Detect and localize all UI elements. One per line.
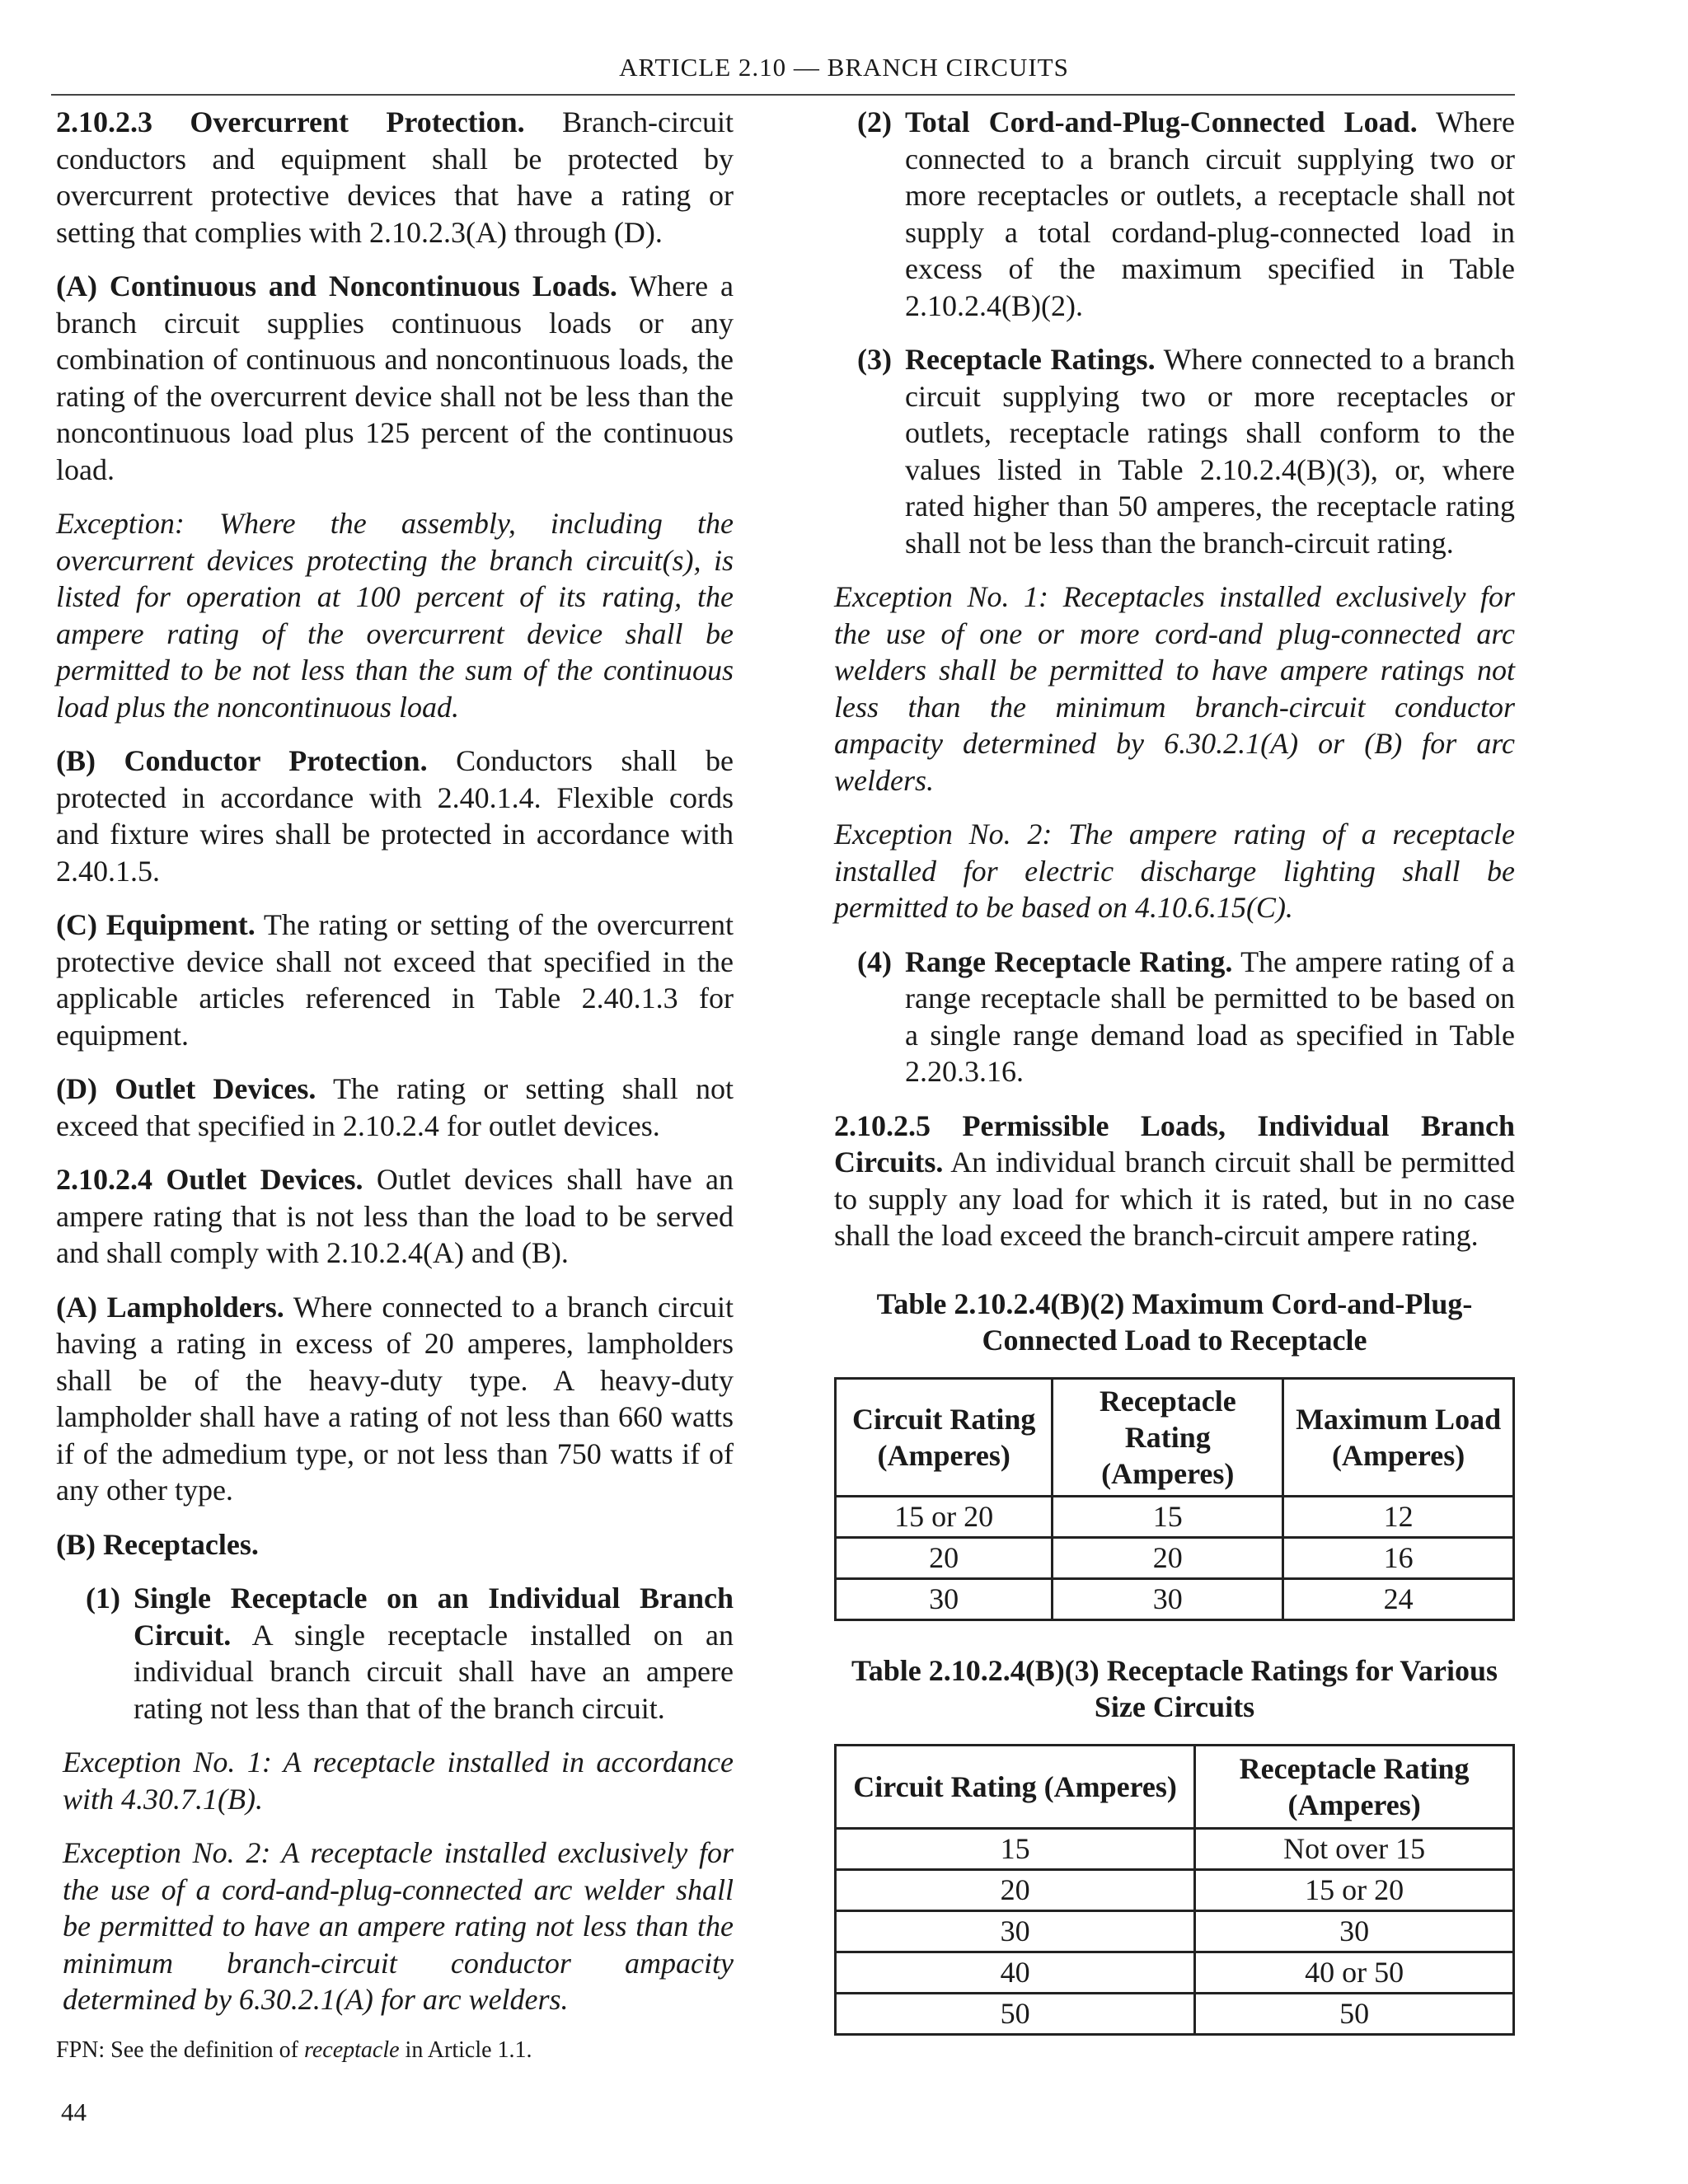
table-row [836,1496,1514,1537]
section-2-10-2-5 [834,1108,1515,1254]
table-cell: 40 or 50 [1195,1952,1514,1993]
table-cell: 30 [1053,1578,1283,1619]
exception-2: Exception No. 2: A receptacle installed exclusively for the use of a cord-and-plug-connected arc welder shall be permitted to have an ampere rating not less than the minimum branch-circuit conductor ampacity determined by 6.30.2.1(A) for arc welders. [63,1836,734,2016]
subsection-b [56,743,734,889]
running-header: ARTICLE 2.10 — BRANCH CIRCUITS [619,53,1069,82]
table-cell: 15 [1053,1496,1283,1537]
table-max-cord-load [834,1377,1515,1621]
table-cell: 15 or 20 [1195,1869,1514,1910]
list-item-number: (3) [857,343,892,376]
subsection-text: Where a branch circuit supplies continuous loads or any combination of continuous and noncontinuous loads, the rating of the overcurrent device shall not be less than the noncontinuous load plus 125 percent of the continuous load. [56,269,734,486]
table-cell: 24 [1283,1578,1514,1619]
list-item-text: Where connected to a branch circuit supplying two or more receptacles or outlets, receptacle ratings shall conform to the values listed in Table 2.10.2.4(B)(3), or, where rated higher than 50 amperes, the receptacle rating shall not be less than the branch-circuit rating. [904,343,1516,560]
table-receptacle-ratings [834,1744,1515,2036]
fpn-text: FPN: See the definition of [56,2036,304,2063]
section-text: Branch-circuit conductors and equipment shall be protected by overcurrent protective devices that have a rating or setting that complies with 2.10.2.3(A) through (D). [56,105,734,249]
subsection-d [56,1071,734,1144]
table-cell: 16 [1283,1537,1514,1578]
table-cell: 12 [1283,1496,1514,1537]
list-item-text: The ampere rating of a range receptacle shall be permitted to be based on a single range demand load as specified in Table 2.20.3.16. [904,944,1515,1088]
table-cell: 30 [836,1910,1195,1952]
list-item-text: Where connected to a branch circuit supplying two or more receptacles or outlets, a receptacle shall not supply a total cordand-plug-connected load in excess of the maximum specified in Table 2.10.2.4(B)(2). [904,105,1515,322]
subsection-heading: (B) Receptacles. [56,1527,259,1561]
table-cell: 50 [1195,1993,1514,2034]
column-header: Circuit Rating (Amperes) [836,1745,1195,1828]
list-item-4 [834,944,1515,1090]
list-item-body [120,1580,734,1727]
fine-print-note [56,2036,734,2065]
list-item-3 [834,341,1515,561]
subsection-lampholders [56,1289,734,1509]
list-item-number: (4) [857,944,892,978]
table-cell: 15 [836,1828,1195,1869]
table-2-caption: Table 2.10.2.4(B)(3) Receptacle Ratings for Various Size Circuits [851,1653,1498,1723]
table-row [836,1952,1514,1993]
section-heading: 2.10.2.4 Outlet Devices. [56,1163,363,1196]
subsection-heading: (B) Conductor Protection. [56,744,428,777]
left-column [56,104,734,2083]
list-item-body [892,341,1515,561]
subsection-heading: (A) Continuous and Noncontinuous Loads. [56,269,617,302]
subsection-receptacles [56,1526,734,1563]
table-cell: 40 [836,1952,1195,1993]
table-row [836,1537,1514,1578]
list-item-number: (2) [857,105,892,138]
list-item-heading: Total Cord-and-Plug-Connected Load. [904,105,1418,138]
table-cell: Not over 15 [1195,1828,1514,1869]
exception-2: Exception No. 2: The ampere rating of a receptacle installed for electric discharge lighting shall be permitted to be based on 4.10.6.15(C). [834,818,1515,924]
list-item-body [892,104,1515,324]
list-item-heading: Range Receptacle Rating. [904,944,1233,978]
list-item-body [892,944,1515,1090]
column-header: Circuit Rating (Amperes) [836,1378,1053,1496]
list-item-heading: Single Receptacle on an Individual Branch Circuit. [133,1582,734,1652]
exception-a: Exception: Where the assembly, including the overcurrent devices protecting the branch circuit(s), is listed for operation at 100 percent of its rating, the ampere rating of the overcurrent device shall be permitted to be not less than the sum of the continuous load plus the noncontinuous load. [56,507,734,724]
table-1-caption: Table 2.10.2.4(B)(2) Maximum Cord-and-Plug-Connected Load to Receptacle [876,1286,1473,1357]
right-column [834,104,1515,2036]
subsection-a [56,268,734,488]
table-cell: 15 or 20 [836,1496,1053,1537]
section-text: Outlet devices shall have an ampere rating that is not less than the load to be served and shall comply with 2.10.2.4(A) and (B). [56,1163,734,1269]
table-header-row [836,1745,1514,1828]
table-row [836,1869,1514,1910]
table-header-row [836,1378,1514,1496]
section-heading: 2.10.2.5 Permissible Loads, Individual Branch Circuits. [834,1108,1515,1179]
subsection-text: Conductors shall be protected in accordance with 2.40.1.4. Flexible cords and fixture wires shall be protected in accordance with 2.40.1.5. [56,744,734,888]
table-row [836,1578,1514,1619]
column-header: Maximum Load (Amperes) [1283,1378,1514,1496]
section-2-10-2-3 [56,104,734,251]
list-item-1 [56,1580,734,1727]
subsection-text: Where connected to a branch circuit having a rating in excess of 20 amperes, lampholders shall be of the heavy-duty type. A heavy-duty lampholder shall have a rating of not less than 660 watts if of the admedium type, or not less than 750 watts if of any other type. [56,1290,734,1507]
subsection-heading: (C) Equipment. [56,908,256,941]
subsection-text: The rating or setting shall not exceed that specified in 2.10.2.4 for outlet devices. [56,1072,734,1142]
subsection-c [56,907,734,1053]
page-number: 44 [61,2097,87,2126]
header-rule [51,94,1515,96]
exception-1: Exception No. 1: A receptacle installed in accordance with 4.30.7.1(B). [63,1746,734,1816]
subsection-heading: (D) Outlet Devices. [56,1072,316,1105]
exception-1: Exception No. 1: Receptacles installed exclusively for the use of one or more cord-and plug-connected arc welders shall be permitted to have ampere ratings not less than the minimum branch-circuit conductor ampacity determined by 6.30.2.1(A) or (B) for arc welders. [834,580,1515,797]
column-header: Receptacle Rating (Amperes) [1053,1378,1283,1496]
table-row [836,1828,1514,1869]
section-2-10-2-4 [56,1161,734,1272]
list-item-2 [834,104,1515,324]
table-cell: 50 [836,1993,1195,2034]
list-item-heading: Receptacle Ratings. [904,343,1156,376]
list-item-number: (1) [86,1582,120,1615]
list-item-text: A single receptacle installed on an individual branch circuit shall have an ampere rating not less than that of the branch circuit. [133,1618,734,1725]
column-header: Receptacle Rating (Amperes) [1195,1745,1514,1828]
table-cell: 20 [836,1869,1195,1910]
table-cell: 20 [836,1537,1053,1578]
fpn-text: in Article 1.1. [399,2036,532,2063]
table-cell: 20 [1053,1537,1283,1578]
subsection-heading: (A) Lampholders. [56,1290,284,1324]
table-row [836,1993,1514,2034]
table-cell: 30 [1195,1910,1514,1952]
fpn-term: receptacle [303,2036,400,2063]
subsection-text: The rating or setting of the overcurrent protective device shall not exceed that specified in the applicable articles referenced in Table 2.40.1.3 for equipment. [56,908,734,1052]
table-row [836,1910,1514,1952]
section-heading: 2.10.2.3 Overcurrent Protection. [56,105,525,138]
table-cell: 30 [836,1578,1053,1619]
section-text: An individual branch circuit shall be permitted to supply any load for which it is rated, but in no case shall the load exceed the branch-circuit ampere rating. [834,1146,1516,1252]
